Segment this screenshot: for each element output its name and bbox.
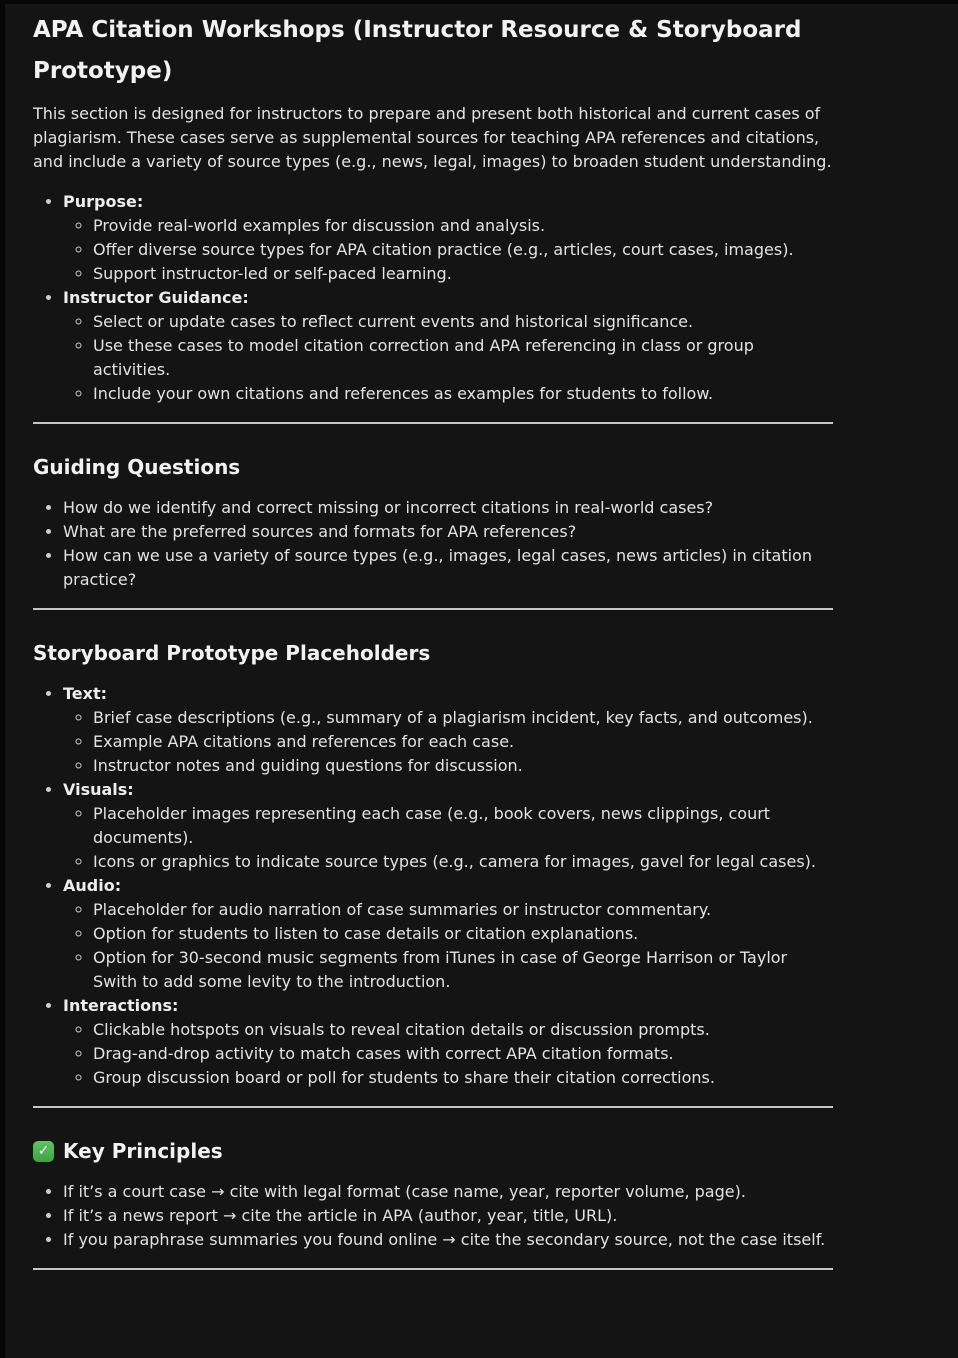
- list-item: • How do we identify and correct missing or incorrect citations in real-world cases?: [63, 496, 833, 520]
- list-item: ◦ Use these cases to model citation correction and APA referencing in class or group activities.: [93, 334, 833, 382]
- list-item: ◦ Provide real-world examples for discussion and analysis.: [93, 214, 833, 238]
- list-item: • How can we use a variety of source types (e.g., images, legal cases, news articles) in citation practice?: [63, 544, 833, 592]
- audio-sublist: [63, 898, 833, 994]
- check-mark-button-emoji-icon: [33, 1141, 54, 1162]
- list-item: ◦ Option for students to listen to case details or citation explanations.: [93, 922, 833, 946]
- list-item: ◦ Brief case descriptions (e.g., summary of a plagiarism incident, key facts, and outcomes).: [93, 706, 833, 730]
- list-label: Instructor Guidance:: [63, 288, 249, 307]
- key-principles-heading: [33, 1136, 833, 1166]
- list-item-audio: [63, 874, 833, 994]
- list-item: ◦ Icons or graphics to indicate source types (e.g., camera for images, gavel for legal cases).: [93, 850, 833, 874]
- list-item: • What are the preferred sources and formats for APA references?: [63, 520, 833, 544]
- list-label: Audio:: [63, 876, 122, 895]
- list-item: ◦ Select or update cases to reflect current events and historical significance.: [93, 310, 833, 334]
- list-item: ◦ Drag-and-drop activity to match cases with correct APA citation formats.: [93, 1042, 833, 1066]
- list-label: Visuals:: [63, 780, 134, 799]
- list-item: ◦ Offer diverse source types for APA citation practice (e.g., articles, court cases, images).: [93, 238, 833, 262]
- list-item-instructor-guidance: [63, 286, 833, 406]
- list-item: • If it’s a news report → cite the article in APA (author, year, title, URL).: [63, 1204, 833, 1228]
- list-item: ◦ Support instructor-led or self-paced learning.: [93, 262, 833, 286]
- document-page: [5, 4, 958, 1358]
- key-principles-heading-label: Key Principles: [63, 1139, 223, 1163]
- list-item: ◦ Placeholder images representing each case (e.g., book covers, news clippings, court documents).: [93, 802, 833, 850]
- list-item-visuals: [63, 778, 833, 874]
- list-label: Purpose:: [63, 192, 144, 211]
- key-principles-list: [33, 1180, 833, 1252]
- storyboard-heading: Storyboard Prototype Placeholders: [33, 641, 431, 665]
- divider: [33, 422, 833, 424]
- check-glyph: ✓: [37, 1143, 50, 1159]
- instructor-guidance-sublist: [63, 310, 833, 406]
- list-item: ◦ Example APA citations and references for each case.: [93, 730, 833, 754]
- list-item: ◦ Include your own citations and references as examples for students to follow.: [93, 382, 833, 406]
- visuals-sublist: [63, 802, 833, 874]
- list-item: ◦ Placeholder for audio narration of case summaries or instructor commentary.: [93, 898, 833, 922]
- divider: [33, 608, 833, 610]
- document-content: [33, 4, 833, 1270]
- list-item: ◦ Clickable hotspots on visuals to reveal citation details or discussion prompts.: [93, 1018, 833, 1042]
- list-item: • If you paraphrase summaries you found online → cite the secondary source, not the case itself.: [63, 1228, 833, 1252]
- purpose-sublist: [63, 214, 833, 286]
- list-label: Text:: [63, 684, 108, 703]
- list-item-purpose: [63, 190, 833, 286]
- list-item-text: [63, 682, 833, 778]
- list-item: ◦ Group discussion board or poll for students to share their citation corrections.: [93, 1066, 833, 1090]
- page-title: APA Citation Workshops (Instructor Resource & Storyboard Prototype): [33, 17, 802, 84]
- list-item: ◦ Option for 30-second music segments from iTunes in case of George Harrison or Taylor Swith to add some levity to the introduction.: [93, 946, 833, 994]
- list-item: • If it’s a court case → cite with legal format (case name, year, reporter volume, page).: [63, 1180, 833, 1204]
- list-item: ◦ Instructor notes and guiding questions for discussion.: [93, 754, 833, 778]
- overview-list: [33, 190, 833, 406]
- interactions-sublist: [63, 1018, 833, 1090]
- guiding-questions-list: [33, 496, 833, 592]
- list-item-interactions: [63, 994, 833, 1090]
- storyboard-list: [33, 682, 833, 1090]
- intro-paragraph: This section is designed for instructors to prepare and present both historical and current cases of plagiarism. These cases serve as supplemental sources for teaching APA references and citations, and include a variety of source types (e.g., news, legal, images) to broaden student understanding.: [33, 104, 832, 171]
- divider: [33, 1268, 833, 1270]
- divider: [33, 1106, 833, 1108]
- text-sublist: [63, 706, 833, 778]
- guiding-questions-heading: Guiding Questions: [33, 455, 241, 479]
- list-label: Interactions:: [63, 996, 179, 1015]
